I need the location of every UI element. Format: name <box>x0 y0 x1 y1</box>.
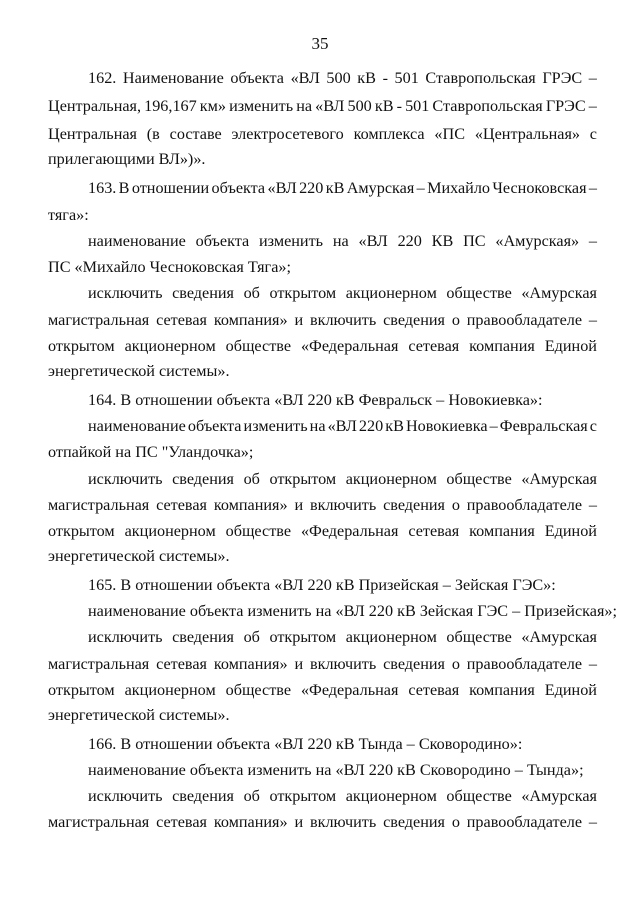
word: сетевая <box>156 655 207 673</box>
word: «ПС <box>434 125 465 143</box>
word: обществе <box>446 628 512 646</box>
word: «ВЛ <box>290 69 320 87</box>
word: исключить <box>88 470 163 488</box>
word: «ВЛ <box>267 179 297 197</box>
text-line <box>48 149 597 169</box>
word: составе <box>169 125 222 143</box>
word: компания» <box>213 655 288 673</box>
text-line <box>88 734 597 754</box>
word: обществе <box>446 284 512 302</box>
word: и <box>294 813 304 831</box>
word: - <box>396 97 402 115</box>
word: Ставропольская <box>432 97 543 115</box>
word: 501 <box>394 69 419 87</box>
word: наименование объекта изменить на «ВЛ 220 кВ Зейская ГЭС – Призейская»; <box>88 602 618 620</box>
word: сведения <box>172 284 234 302</box>
word: комплекса <box>353 125 425 143</box>
word: сетевая <box>408 337 460 355</box>
word: «Центральная» <box>474 125 580 143</box>
text-line <box>48 442 597 462</box>
text-line <box>88 575 597 595</box>
word: сетевая <box>408 522 460 540</box>
word: – <box>588 97 597 115</box>
text-line <box>88 786 597 806</box>
word: и <box>294 311 304 329</box>
text-line <box>88 390 597 410</box>
word: открытом <box>269 628 337 646</box>
word: ГРЭС <box>542 69 583 87</box>
word: 196,167 <box>144 97 197 115</box>
word: открытом <box>269 284 337 302</box>
text-line <box>88 68 597 88</box>
page-number: 35 <box>311 34 329 53</box>
word: энергетической системы». <box>48 706 230 724</box>
word: 165. В отношении объекта «ВЛ 220 кВ Призейская – Зейская ГЭС»: <box>88 576 556 594</box>
word: исключить <box>88 628 163 646</box>
text-line <box>88 416 597 436</box>
word: 163. <box>88 179 117 197</box>
word: Михайло <box>427 179 491 197</box>
text-line <box>48 96 597 116</box>
word: ПС «Михайло Чесноковская Тяга»; <box>48 258 291 276</box>
word: прилегающими ВЛ»)». <box>48 150 206 168</box>
word: «Амурская <box>521 470 597 488</box>
word: Чесноковская <box>492 179 587 197</box>
text-line <box>88 231 597 251</box>
text-line <box>88 178 597 198</box>
word: акционерном <box>345 470 437 488</box>
word: (в <box>146 125 160 143</box>
word: о <box>451 496 460 514</box>
word: - <box>382 69 388 87</box>
text-line <box>88 283 597 303</box>
word: км» <box>199 97 226 115</box>
word: Единой <box>544 681 597 699</box>
word: компания» <box>213 311 288 329</box>
word: компания <box>469 681 535 699</box>
text-line <box>48 680 597 700</box>
word: включить <box>309 655 377 673</box>
word: магистральная <box>48 496 150 514</box>
text-line <box>48 310 597 330</box>
word: Единой <box>544 337 597 355</box>
word: открытом <box>269 787 337 805</box>
word: «ВЛ <box>327 417 357 435</box>
word: «Федеральная <box>300 337 399 355</box>
word: – <box>588 232 597 250</box>
word: объекта <box>195 232 250 250</box>
text-line <box>88 469 597 489</box>
text-line <box>48 205 597 225</box>
word: кВ <box>357 69 376 87</box>
word: отношении <box>131 179 210 197</box>
word: энергетической системы». <box>48 362 230 380</box>
word: открытом <box>48 522 115 540</box>
text-line <box>48 521 597 541</box>
text-line <box>88 627 597 647</box>
text-line <box>48 654 597 674</box>
word: энергетической системы». <box>48 547 230 565</box>
word: правообладателе <box>466 655 583 673</box>
word: – <box>588 813 597 831</box>
word: «Амурская» <box>495 232 580 250</box>
word: и <box>294 655 304 673</box>
word: 220 <box>358 417 384 435</box>
word: открытом <box>48 337 115 355</box>
word: сведения <box>383 496 445 514</box>
word: – <box>588 655 597 673</box>
word: – <box>588 496 597 514</box>
word: наименование <box>88 417 186 435</box>
word: сведения <box>383 813 445 831</box>
word: тяга»: <box>48 206 89 224</box>
word: объекта <box>187 417 242 435</box>
word: – <box>416 179 425 197</box>
word: о <box>451 311 460 329</box>
word: и <box>294 496 304 514</box>
word: – <box>588 311 597 329</box>
word: акционерном <box>124 681 216 699</box>
word: ГРЭС <box>545 97 586 115</box>
word: включить <box>309 813 377 831</box>
word: обществе <box>225 522 292 540</box>
word: изменить <box>229 97 294 115</box>
word: «ВЛ <box>315 97 345 115</box>
word: магистральная <box>48 813 150 831</box>
word: 166. В отношении объекта «ВЛ 220 кВ Тында – Сковородино»: <box>88 735 523 753</box>
word: Единой <box>544 522 597 540</box>
word: акционерном <box>124 337 216 355</box>
text-line <box>88 601 618 621</box>
word: сведения <box>172 628 234 646</box>
word: об <box>243 284 260 302</box>
word: сетевая <box>156 813 207 831</box>
word: о <box>451 655 460 673</box>
word: с <box>589 417 597 435</box>
word: кВ <box>325 179 345 197</box>
word: обществе <box>225 681 292 699</box>
word: об <box>243 787 260 805</box>
word: исключить <box>88 284 163 302</box>
word: Новокиевка <box>405 417 488 435</box>
word: наименование <box>88 232 186 250</box>
word: «Амурская <box>521 284 597 302</box>
word: акционерном <box>345 284 437 302</box>
word: компания <box>469 337 535 355</box>
word: Амурская <box>346 179 415 197</box>
word: сетевая <box>156 496 207 514</box>
word: компания» <box>213 813 288 831</box>
word: обществе <box>446 470 512 488</box>
word: открытом <box>269 470 337 488</box>
word: акционерном <box>345 787 437 805</box>
word: изменить <box>259 232 324 250</box>
word: Февральская <box>499 417 588 435</box>
word: 162. <box>88 69 117 87</box>
text-line <box>48 124 597 144</box>
word: исключить <box>88 787 163 805</box>
word: 500 <box>347 97 372 115</box>
word: «Федеральная <box>300 681 399 699</box>
word: наименование объекта изменить на «ВЛ 220 кВ Сковородино – Тында»; <box>88 761 584 779</box>
word: об <box>243 470 260 488</box>
word: обществе <box>446 787 512 805</box>
word: сведения <box>172 787 234 805</box>
word: кВ <box>374 97 394 115</box>
word: сведения <box>383 311 445 329</box>
word: на <box>332 232 349 250</box>
word: правообладателе <box>466 813 583 831</box>
word: включить <box>309 496 377 514</box>
word: акционерном <box>345 628 437 646</box>
text-line <box>48 361 597 381</box>
word: магистральная <box>48 311 150 329</box>
word: сведения <box>172 470 234 488</box>
word: КВ <box>431 232 454 250</box>
word: Центральная <box>48 125 137 143</box>
word: на <box>296 97 313 115</box>
word: 220 <box>397 232 422 250</box>
word: отпайкой на ПС "Уландочка»; <box>48 443 254 461</box>
word: магистральная <box>48 655 150 673</box>
word: 164. В отношении объекта «ВЛ 220 кВ Февральск – Новокиевка»: <box>88 391 543 409</box>
word: – <box>588 179 597 197</box>
word: «Амурская <box>521 628 597 646</box>
word: правообладателе <box>466 311 583 329</box>
word: обществе <box>225 337 292 355</box>
word: Ставропольская <box>425 69 536 87</box>
word: 501 <box>405 97 430 115</box>
word: объекта <box>230 69 284 87</box>
word: Наименование <box>122 69 224 87</box>
text-line <box>48 546 597 566</box>
word: «Амурская <box>521 787 597 805</box>
word: 500 <box>326 69 351 87</box>
word: компания» <box>213 496 288 514</box>
word: правообладателе <box>466 496 583 514</box>
word: сведения <box>383 655 445 673</box>
word: «Федеральная <box>300 522 399 540</box>
word: объекта <box>211 179 266 197</box>
word: В <box>118 179 130 197</box>
text-line <box>48 812 597 832</box>
word: электросетевого <box>231 125 344 143</box>
word: о <box>451 813 460 831</box>
word: включить <box>309 311 377 329</box>
word: с <box>589 125 597 143</box>
word: открытом <box>48 681 115 699</box>
word: – <box>489 417 498 435</box>
word: ПС <box>463 232 486 250</box>
word: акционерном <box>124 522 216 540</box>
word: сетевая <box>156 311 207 329</box>
word: об <box>243 628 260 646</box>
text-line <box>48 257 597 277</box>
word: сетевая <box>408 681 460 699</box>
word: компания <box>469 522 535 540</box>
word: 220 <box>299 179 324 197</box>
word: Центральная, <box>48 97 142 115</box>
word: «ВЛ <box>358 232 388 250</box>
word: кВ <box>385 417 404 435</box>
word: изменить <box>243 417 308 435</box>
text-line <box>48 336 597 356</box>
text-line <box>48 705 597 725</box>
text-line <box>88 760 597 780</box>
word: на <box>309 417 326 435</box>
word: – <box>588 69 597 87</box>
text-line <box>48 495 597 515</box>
